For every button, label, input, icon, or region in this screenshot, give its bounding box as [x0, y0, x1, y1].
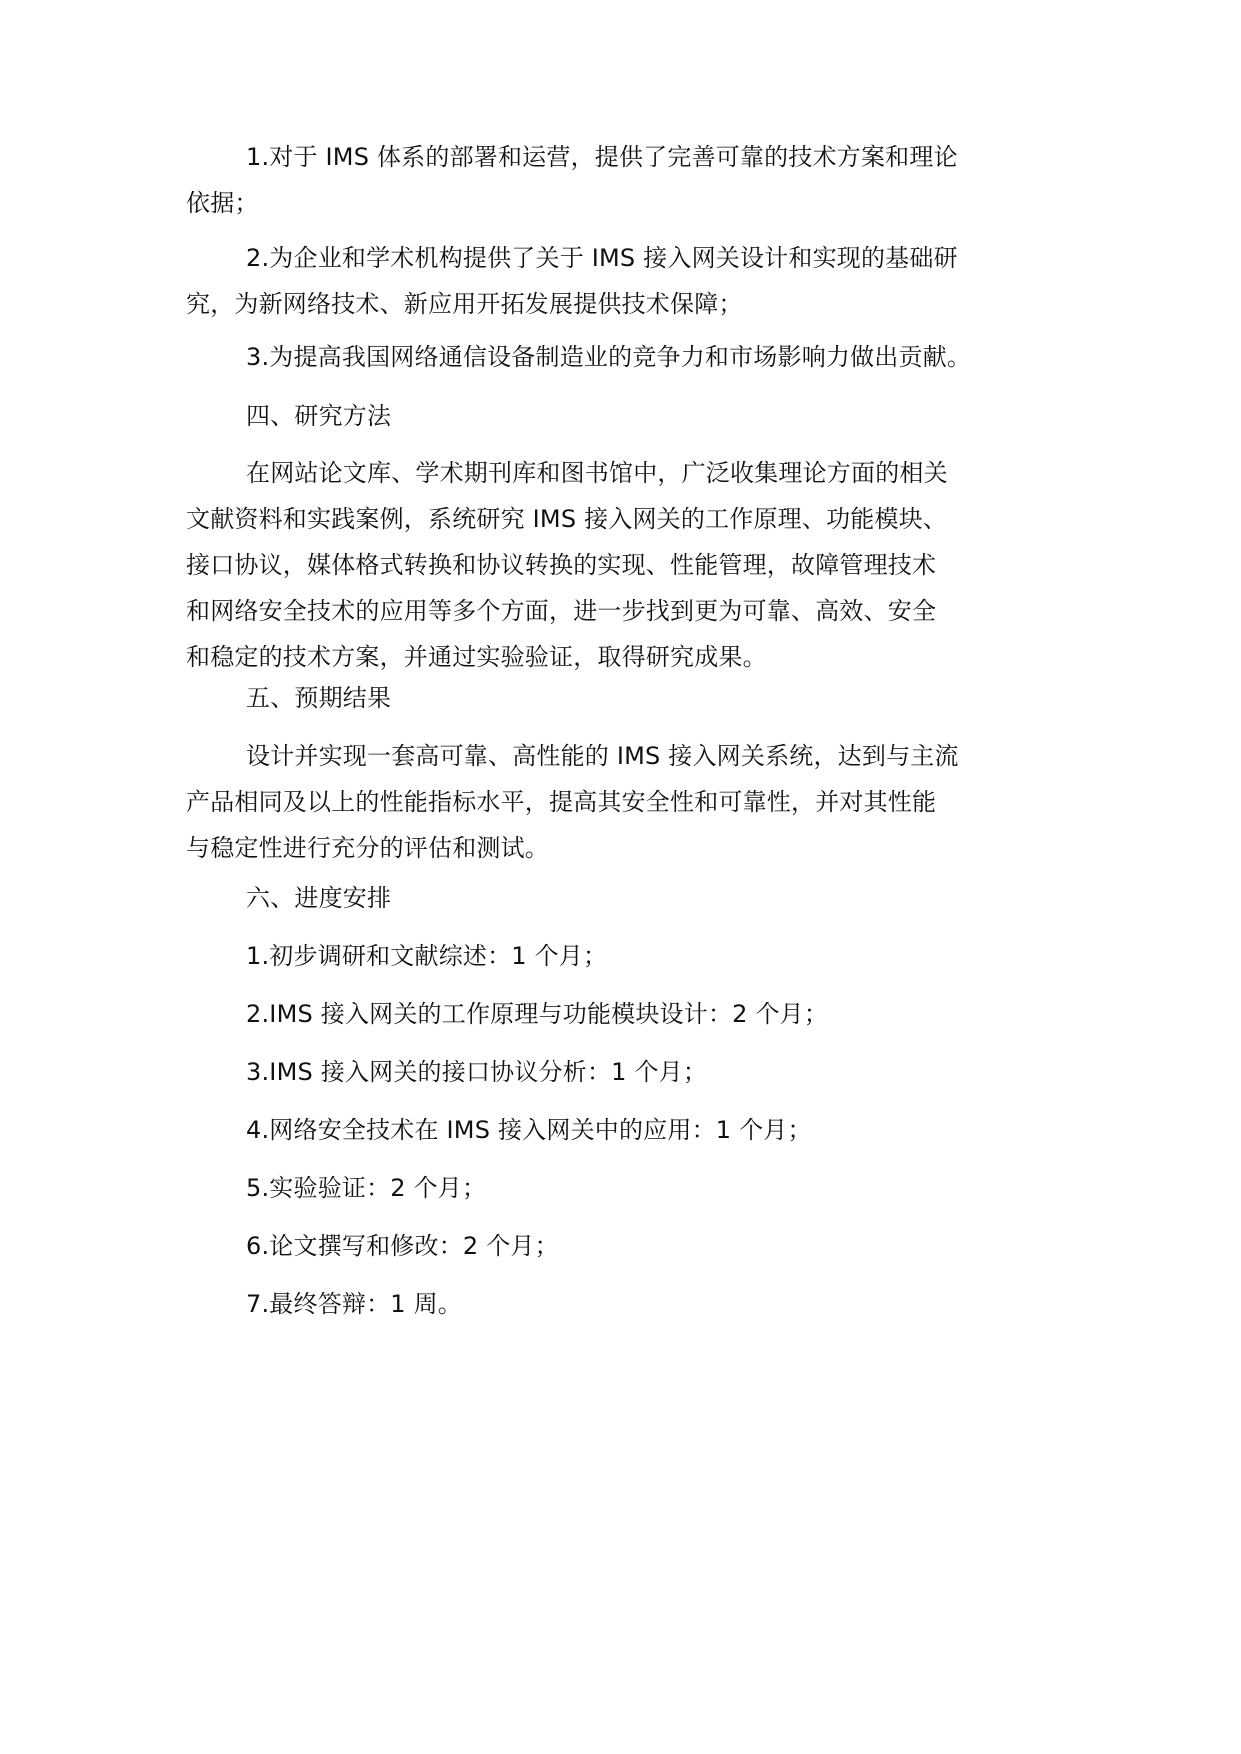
list-item: 7.最终答辩：1 周。	[246, 1290, 462, 1318]
paragraph-line: 1.对于 IMS 体系的部署和运营，提供了完善可靠的技术方案和理论	[246, 143, 958, 171]
paragraph-line: 文献资料和实践案例，系统研究 IMS 接入网关的工作原理、功能模块、	[186, 505, 948, 533]
schedule-item-1	[186, 933, 1066, 979]
paragraph-line: 设计并实现一套高可靠、高性能的 IMS 接入网关系统，达到与主流	[246, 742, 959, 770]
list-item: 1.初步调研和文献综述：1 个月；	[246, 942, 608, 970]
paragraph-line: 和网络安全技术的应用等多个方面，进一步找到更为可靠、高效、安全	[186, 597, 937, 625]
paragraph-line: 在网站论文库、学术期刊库和图书馆中，广泛收集理论方面的相关	[246, 459, 948, 487]
paragraph-line: 产品相同及以上的性能指标水平，提高其安全性和可靠性，并对其性能	[186, 788, 937, 816]
contribution-2	[186, 235, 1066, 327]
schedule-item-5	[186, 1165, 1066, 1211]
schedule-item-2	[186, 991, 1066, 1037]
paragraph-line: 接口协议，媒体格式转换和协议转换的实现、性能管理，故障管理技术	[186, 551, 937, 579]
schedule-item-7	[186, 1281, 1066, 1327]
heading-schedule	[186, 875, 1066, 921]
contribution-1	[186, 134, 1066, 226]
contribution-3	[186, 334, 1066, 380]
schedule-item-3	[186, 1049, 1066, 1095]
section-heading: 六、进度安排	[246, 884, 392, 912]
list-item: 3.IMS 接入网关的接口协议分析：1 个月；	[246, 1058, 708, 1086]
paragraph-line: 和稳定的技术方案，并通过实验验证，取得研究成果。	[186, 643, 767, 671]
section-heading: 五、预期结果	[246, 684, 392, 712]
heading-research-method	[186, 393, 1066, 439]
paragraph-line: 依据；	[186, 189, 259, 217]
expected-results-body	[186, 733, 1066, 871]
heading-expected-results	[186, 675, 1066, 721]
paragraph-line: 究，为新网络技术、新应用开拓发展提供技术保障；	[186, 290, 743, 318]
list-item: 6.论文撰写和修改：2 个月；	[246, 1232, 559, 1260]
paragraph-line: 与稳定性进行充分的评估和测试。	[186, 834, 549, 862]
paragraph-line: 2.为企业和学术机构提供了关于 IMS 接入网关设计和实现的基础研	[246, 244, 958, 272]
list-item: 2.IMS 接入网关的工作原理与功能模块设计：2 个月；	[246, 1000, 829, 1028]
list-item: 4.网络安全技术在 IMS 接入网关中的应用：1 个月；	[246, 1116, 812, 1144]
section-heading: 四、研究方法	[246, 402, 392, 430]
schedule-item-4	[186, 1107, 1066, 1153]
research-method-body	[186, 450, 1066, 680]
list-item: 5.实验验证：2 个月；	[246, 1174, 487, 1202]
schedule-item-6	[186, 1223, 1066, 1269]
paragraph-line: 3.为提高我国网络通信设备制造业的竞争力和市场影响力做出贡献。	[246, 343, 972, 371]
